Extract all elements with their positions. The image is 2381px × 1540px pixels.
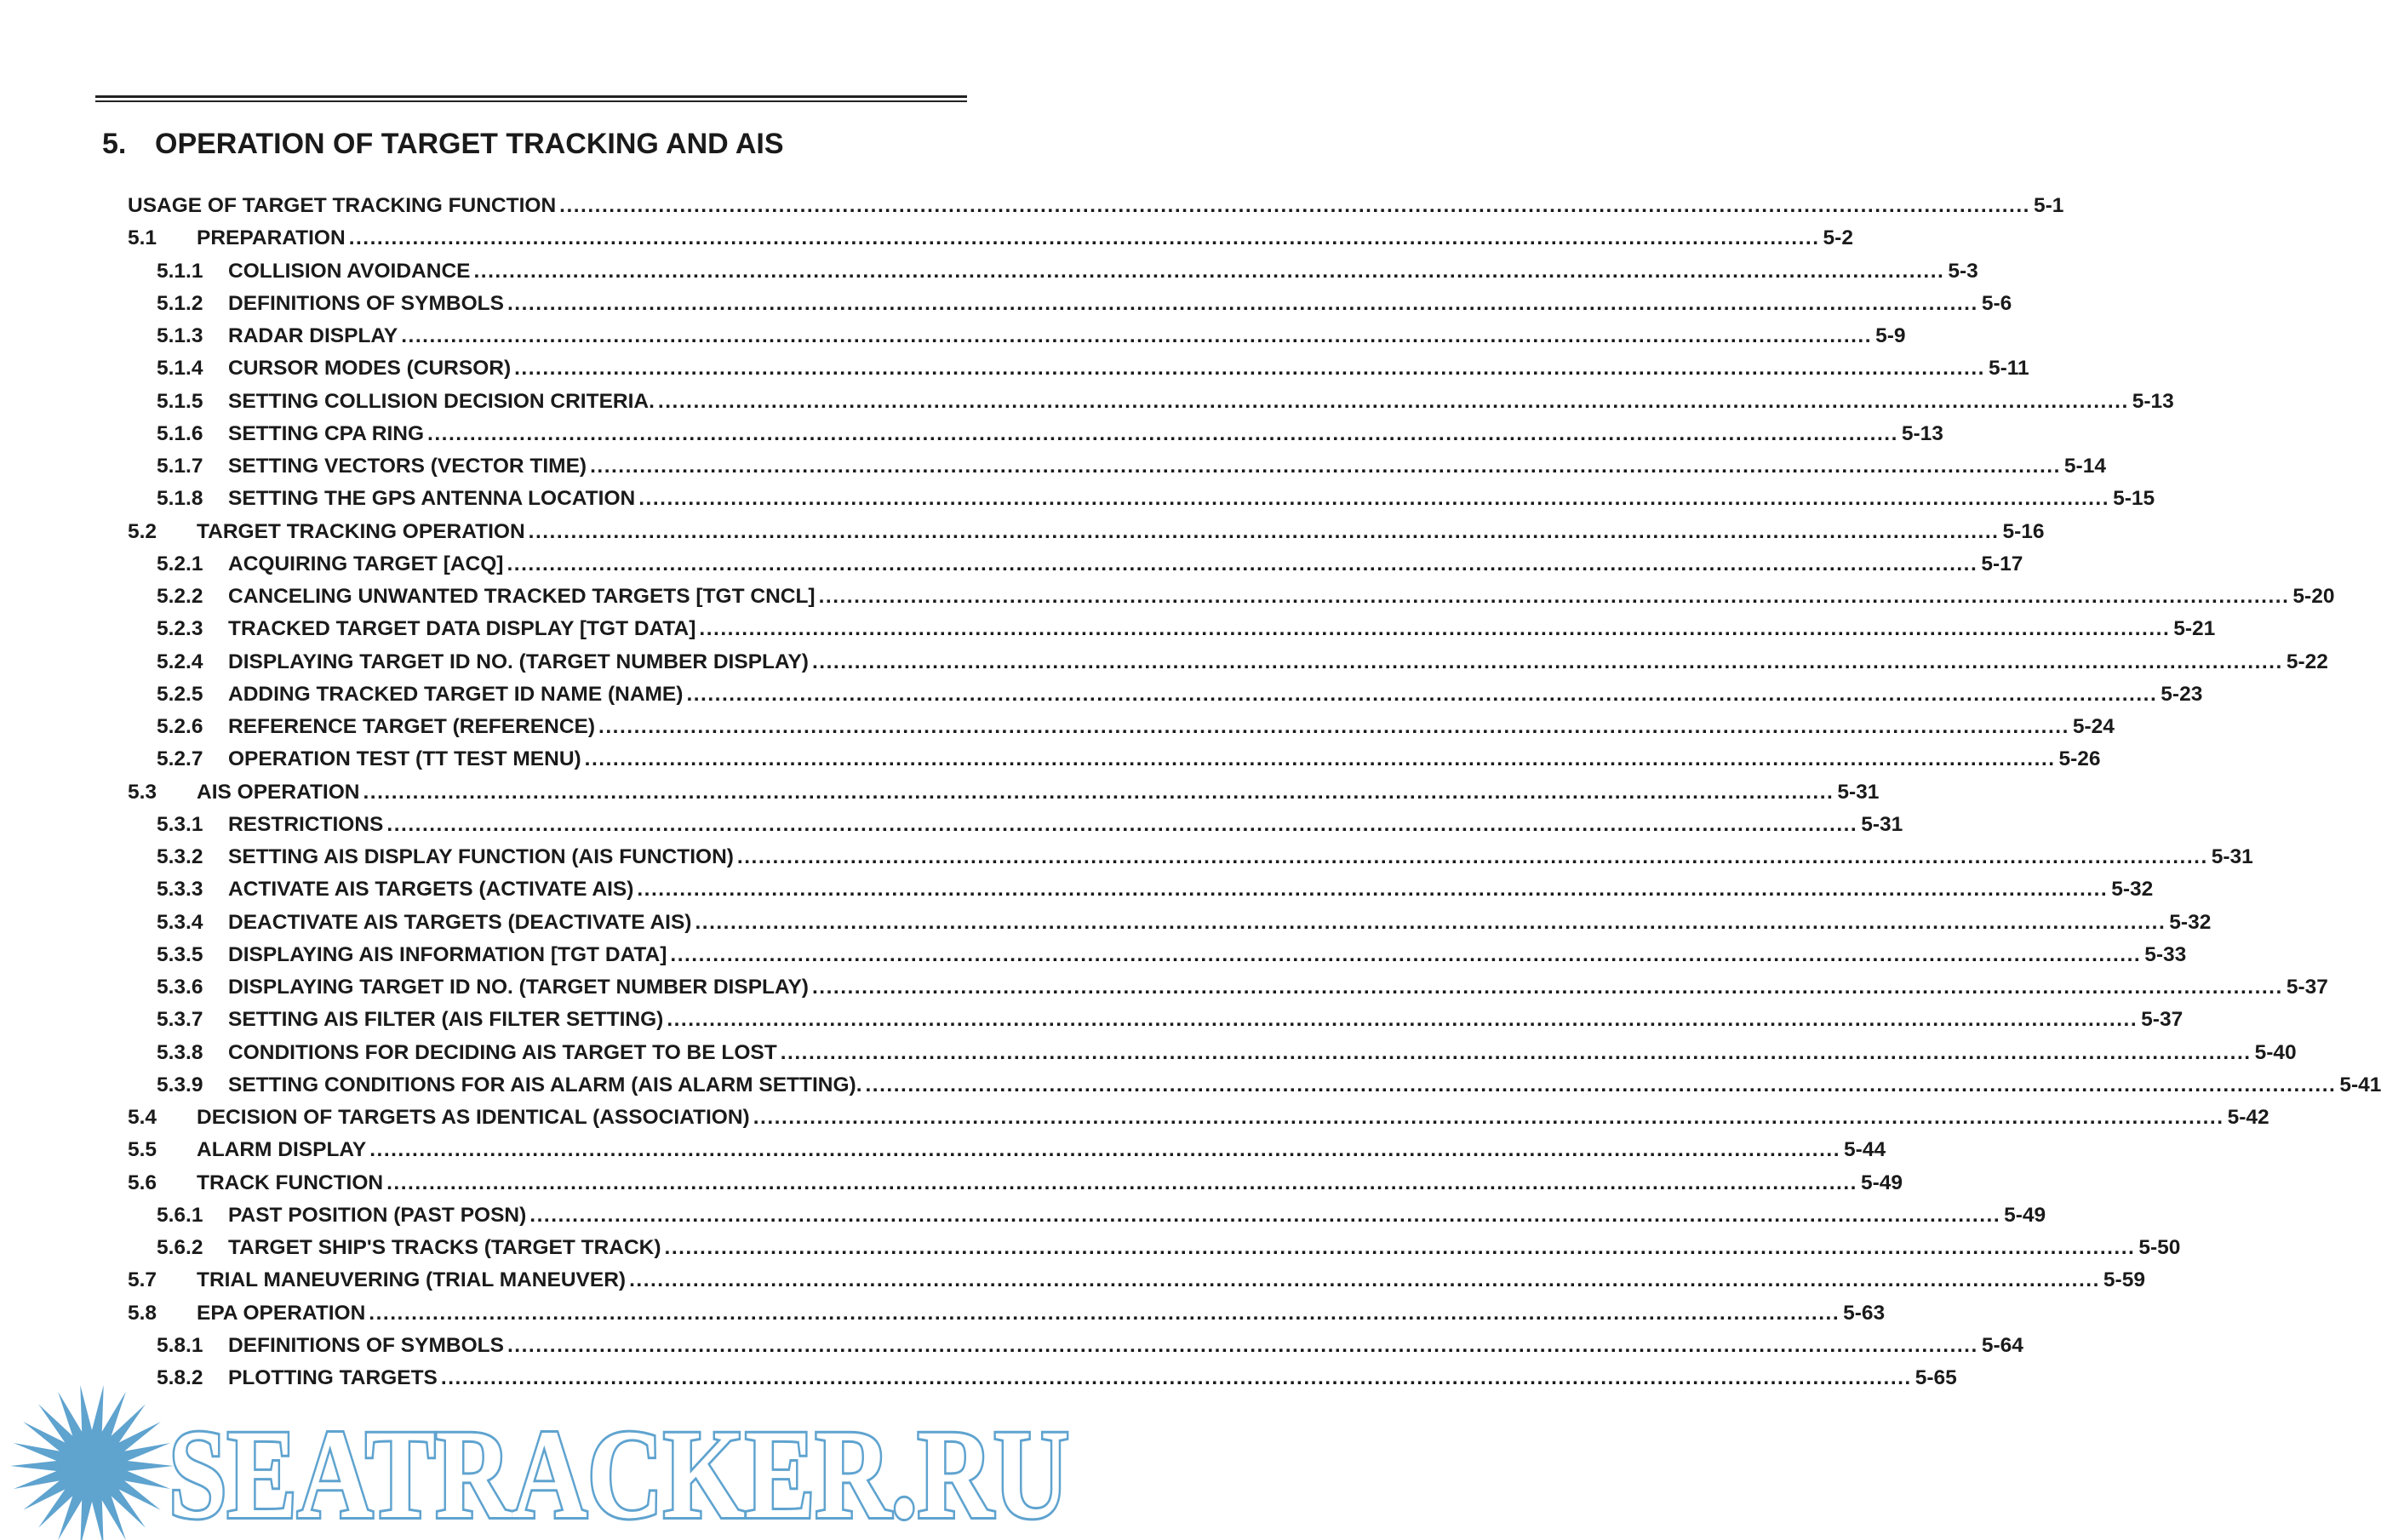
- sun-logo-icon: [10, 1385, 174, 1540]
- toc-entry[interactable]: [128, 519, 2045, 552]
- toc-entry-leader: [507, 1334, 1978, 1358]
- toc-entry-number: 5.8.1: [157, 1333, 203, 1357]
- toc-entry-number: 5.1.1: [157, 259, 203, 283]
- toc-entry[interactable]: [128, 845, 2253, 878]
- toc-entry[interactable]: [128, 878, 2154, 910]
- toc-entry-title: USAGE OF TARGET TRACKING FUNCTION: [128, 194, 557, 217]
- toc-entry-number: 5.3.1: [157, 812, 203, 836]
- toc-entry[interactable]: [128, 1040, 2297, 1073]
- toc-entry-leader: [753, 1106, 2224, 1130]
- toc-entry[interactable]: [128, 650, 2328, 683]
- toc-entry[interactable]: [128, 1236, 2181, 1268]
- toc-entry[interactable]: [128, 455, 2106, 487]
- toc-entry-leader: [473, 260, 1944, 283]
- chapter-title-text: OPERATION OF TARGET TRACKING AND AIS: [155, 128, 784, 160]
- toc-entry-page: 5-3: [1948, 259, 1978, 283]
- toc-entry[interactable]: [128, 715, 2115, 747]
- toc-entry-leader: [686, 683, 2157, 707]
- toc-entry-title: CONDITIONS FOR DECIDING AIS TARGET TO BE LOST: [228, 1040, 777, 1064]
- toc-entry[interactable]: [128, 1171, 1903, 1204]
- toc-entry-title: SETTING THE GPS ANTENNA LOCATION: [228, 487, 636, 511]
- toc-entry-leader: [363, 781, 1834, 804]
- toc-entry-number: 5.2.4: [157, 650, 203, 673]
- toc-entry-page: 5-20: [2292, 585, 2335, 608]
- toc-entry-page: 5-17: [1981, 552, 2023, 575]
- toc-entry[interactable]: [128, 1138, 1886, 1171]
- toc-entry-page: 5-31: [2211, 845, 2253, 868]
- toc-entry-leader: [514, 357, 1985, 381]
- toc-entry-title: SETTING CONDITIONS FOR AIS ALARM (AIS ALARM SETTING).: [228, 1073, 862, 1096]
- toc-entry-number: 5.1.5: [157, 389, 203, 413]
- toc-entry-leader: [629, 1268, 2100, 1292]
- toc-entry-title: TRACK FUNCTION: [197, 1171, 384, 1194]
- toc-entry-leader: [737, 845, 2208, 869]
- toc-entry-number: 5.3: [128, 780, 157, 804]
- toc-entry-number: 5.2.1: [157, 552, 203, 575]
- toc-entry-leader: [812, 650, 2283, 674]
- toc-entry[interactable]: [128, 421, 1943, 455]
- watermark: [0, 1379, 1088, 1540]
- toc-entry[interactable]: [128, 487, 2155, 519]
- toc-entry-leader: [638, 487, 2109, 511]
- toc-entry[interactable]: [128, 780, 1880, 813]
- toc-entry-number: 5.3.9: [157, 1073, 203, 1096]
- toc-entry-title: ALARM DISPLAY: [197, 1138, 367, 1162]
- toc-entry[interactable]: [128, 1301, 1886, 1334]
- toc-entry-title: SETTING AIS DISPLAY FUNCTION (AIS FUNCTION): [228, 845, 734, 868]
- toc-entry-title: DEFINITIONS OF SYMBOLS: [228, 291, 504, 315]
- toc-entry-number: 5.3.5: [157, 942, 203, 966]
- chapter-title: [102, 128, 784, 161]
- toc-entry-leader: [819, 585, 2290, 609]
- toc-entry-title: TARGET SHIP'S TRACKS (TARGET TRACK): [228, 1236, 661, 1259]
- toc-entry-leader: [658, 390, 2129, 414]
- toc-entry-title: RADAR DISPLAY: [228, 324, 398, 347]
- toc-entry-page: 5-14: [2063, 455, 2106, 478]
- toc-entry-number: 5.6.2: [157, 1236, 203, 1259]
- toc-entry-leader: [529, 1204, 2000, 1228]
- toc-entry-page: 5-37: [2141, 1008, 2184, 1032]
- toc-entry-leader: [529, 520, 2000, 544]
- toc-entry-number: 5.1.3: [157, 324, 203, 347]
- toc-entry-number: 5.7: [128, 1268, 157, 1292]
- toc-entry-page: 5-41: [2339, 1073, 2381, 1096]
- toc-entry[interactable]: [128, 682, 2203, 715]
- toc-entry[interactable]: [128, 1268, 2145, 1301]
- toc-entry[interactable]: [128, 747, 2101, 780]
- toc-entry-number: 5.3.8: [157, 1040, 203, 1064]
- toc-entry-leader: [699, 617, 2170, 641]
- toc-entry-number: 5.2: [128, 519, 157, 543]
- toc-entry-page: 5-21: [2173, 617, 2216, 641]
- toc-entry-title: SETTING AIS FILTER (AIS FILTER SETTING): [228, 1008, 664, 1032]
- toc-entry-title: ACQUIRING TARGET [ACQ]: [228, 552, 504, 575]
- toc-entry-page: 5-15: [2113, 487, 2155, 511]
- toc-entry-number: 5.1.8: [157, 487, 203, 511]
- toc-entry-page: 5-13: [2132, 389, 2174, 413]
- toc-entry-number: 5.3.2: [157, 845, 203, 868]
- toc-entry[interactable]: [128, 389, 2174, 422]
- toc-entry-leader: [590, 455, 2061, 478]
- toc-entry-leader: [598, 715, 2069, 739]
- toc-entry-number: 5.3.4: [157, 910, 203, 934]
- toc-entry-page: 5-22: [2286, 650, 2328, 673]
- toc-entry-page: 5-59: [2103, 1268, 2145, 1292]
- toc-entry[interactable]: [128, 194, 2064, 226]
- toc-entry-page: 5-65: [1915, 1366, 1957, 1389]
- toc-entry-leader: [670, 943, 2141, 967]
- toc-entry-page: 5-31: [1861, 812, 1903, 836]
- toc-entry-leader: [401, 324, 1872, 348]
- toc-entry-number: 5.5: [128, 1138, 157, 1162]
- toc-entry-title: PLOTTING TARGETS: [228, 1366, 438, 1389]
- toc-entry-page: 5-63: [1843, 1301, 1886, 1325]
- toc-entry-leader: [637, 878, 2108, 902]
- toc-entry-title: COLLISION AVOIDANCE: [228, 259, 471, 283]
- toc-entry-title: RESTRICTIONS: [228, 812, 384, 836]
- toc-entry[interactable]: [128, 1008, 2184, 1040]
- toc-entry-page: 5-24: [2072, 715, 2115, 738]
- toc-entry-leader: [507, 292, 1978, 316]
- toc-entry-page: 5-32: [2111, 878, 2154, 902]
- toc-entry-title: ACTIVATE AIS TARGETS (ACTIVATE AIS): [228, 878, 634, 902]
- toc-entry-number: 5.1.4: [157, 357, 203, 381]
- toc-entry-leader: [695, 911, 2166, 935]
- toc-entry-title: TRIAL MANEUVERING (TRIAL MANEUVER): [197, 1268, 627, 1292]
- toc-entry-page: 5-26: [2058, 747, 2101, 771]
- toc-entry-leader: [369, 1302, 1840, 1325]
- toc-entry-title: SETTING VECTORS (VECTOR TIME): [228, 455, 587, 478]
- toc-entry-page: 5-64: [1981, 1333, 2023, 1357]
- toc-entry[interactable]: [128, 1106, 2269, 1138]
- toc-entry-page: 5-2: [1823, 226, 1853, 250]
- toc-entry-page: 5-23: [2161, 682, 2203, 706]
- toc-entry-number: 5.4: [128, 1106, 157, 1129]
- toc-entry-number: 5.1: [128, 226, 157, 250]
- toc-entry-leader: [427, 422, 1898, 446]
- toc-entry[interactable]: [128, 1333, 2023, 1366]
- toc-entry-leader: [667, 1008, 2138, 1032]
- toc-entry-leader: [781, 1041, 2252, 1065]
- toc-entry-number: 5.2.6: [157, 715, 203, 738]
- toc-entry-page: 5-6: [1981, 291, 2012, 315]
- toc-entry-title: CANCELING UNWANTED TRACKED TARGETS [TGT CNCL]: [228, 585, 816, 608]
- toc-entry-number: 5.2.3: [157, 617, 203, 641]
- toc-entry[interactable]: [128, 259, 1978, 292]
- toc-entry-title: CURSOR MODES (CURSOR): [228, 357, 512, 381]
- toc-entry-number: 5.3.7: [157, 1008, 203, 1032]
- header-rule-bottom: [95, 100, 967, 102]
- toc-entry-number: 5.1.2: [157, 291, 203, 315]
- toc-entry-page: 5-31: [1837, 780, 1880, 804]
- toc-entry-number: 5.1.6: [157, 421, 203, 445]
- toc-entry-page: 5-9: [1875, 324, 1906, 347]
- watermark-text: SEATRACKER.RU: [169, 1404, 1069, 1540]
- toc-entry-page: 5-37: [2286, 976, 2328, 999]
- toc-entry[interactable]: [128, 291, 2012, 324]
- toc-entry[interactable]: [128, 976, 2328, 1008]
- toc-entry-page: 5-16: [2002, 519, 2045, 543]
- toc-entry-title: DEFINITIONS OF SYMBOLS: [228, 1333, 504, 1357]
- toc-entry-leader: [386, 813, 1857, 837]
- toc-entry-leader: [866, 1073, 2337, 1097]
- toc-entry-title: TARGET TRACKING OPERATION: [197, 519, 525, 543]
- chapter-number: 5.: [102, 128, 127, 160]
- toc-entry-title: EPA OPERATION: [197, 1301, 366, 1325]
- toc-entry-page: 5-13: [1901, 421, 1943, 445]
- toc-entry-number: 5.2.5: [157, 682, 203, 706]
- toc-entry[interactable]: [128, 1203, 2046, 1236]
- toc-entry-title: TRACKED TARGET DATA DISPLAY [TGT DATA]: [228, 617, 696, 641]
- toc-entry-number: 5.3.3: [157, 878, 203, 902]
- toc-entry-page: 5-49: [1860, 1171, 1903, 1194]
- table-of-contents: [128, 194, 2381, 1399]
- toc-entry-number: 5.2.7: [157, 747, 203, 771]
- toc-entry[interactable]: [128, 357, 2029, 389]
- toc-entry-title: SETTING CPA RING: [228, 421, 425, 445]
- toc-entry-page: 5-44: [1844, 1138, 1886, 1162]
- toc-entry[interactable]: [128, 585, 2335, 617]
- toc-entry-page: 5-1: [2033, 194, 2064, 217]
- toc-entry[interactable]: [128, 942, 2187, 976]
- toc-entry-number: 5.1.7: [157, 455, 203, 478]
- toc-entry-title: SETTING COLLISION DECISION CRITERIA.: [228, 389, 655, 413]
- toc-entry-page: 5-11: [1988, 357, 2029, 381]
- toc-entry-title: DISPLAYING AIS INFORMATION [TGT DATA]: [228, 942, 667, 966]
- toc-entry-leader: [585, 747, 2056, 771]
- toc-entry-leader: [559, 194, 2030, 218]
- toc-entry-leader: [812, 976, 2283, 999]
- toc-entry-leader: [369, 1138, 1840, 1162]
- toc-entry-page: 5-33: [2144, 942, 2187, 966]
- toc-entry[interactable]: [128, 812, 1903, 845]
- toc-entry-title: REFERENCE TARGET (REFERENCE): [228, 715, 596, 738]
- toc-entry-number: 5.3.6: [157, 976, 203, 999]
- toc-entry-title: PREPARATION: [197, 226, 346, 250]
- toc-entry[interactable]: [128, 910, 2212, 943]
- toc-entry[interactable]: [128, 552, 2023, 585]
- toc-entry[interactable]: [128, 1073, 2381, 1106]
- toc-entry-page: 5-40: [2254, 1040, 2297, 1064]
- header-rule-top: [95, 95, 967, 98]
- toc-entry-title: OPERATION TEST (TT TEST MENU): [228, 747, 581, 771]
- toc-entry-page: 5-50: [2138, 1236, 2181, 1259]
- toc-entry-title: PAST POSITION (PAST POSN): [228, 1203, 527, 1227]
- toc-entry-number: 5.8.2: [157, 1366, 203, 1389]
- toc-entry-page: 5-49: [2004, 1203, 2046, 1227]
- toc-entry-page: 5-42: [2227, 1106, 2269, 1129]
- toc-entry-leader: [386, 1171, 1857, 1195]
- toc-entry[interactable]: [128, 617, 2216, 650]
- toc-entry-title: DEACTIVATE AIS TARGETS (DEACTIVATE AIS): [228, 910, 692, 934]
- toc-entry-page: 5-32: [2169, 910, 2212, 934]
- toc-entry-title: DECISION OF TARGETS AS IDENTICAL (ASSOCIATION): [197, 1106, 750, 1129]
- toc-entry-title: AIS OPERATION: [197, 780, 360, 804]
- toc-entry-number: 5.2.2: [157, 585, 203, 608]
- toc-entry-title: DISPLAYING TARGET ID NO. (TARGET NUMBER DISPLAY): [228, 976, 809, 999]
- toc-entry[interactable]: [128, 324, 1906, 357]
- toc-entry-number: 5.6.1: [157, 1203, 203, 1227]
- toc-entry-title: DISPLAYING TARGET ID NO. (TARGET NUMBER DISPLAY): [228, 650, 809, 673]
- toc-entry-number: 5.6: [128, 1171, 157, 1194]
- toc-entry-number: 5.8: [128, 1301, 157, 1325]
- toc-entry-leader: [349, 226, 1820, 250]
- toc-entry-title: ADDING TRACKED TARGET ID NAME (NAME): [228, 682, 684, 706]
- toc-entry-leader: [665, 1236, 2136, 1260]
- toc-entry-leader: [507, 552, 1977, 576]
- toc-entry[interactable]: [128, 226, 1853, 259]
